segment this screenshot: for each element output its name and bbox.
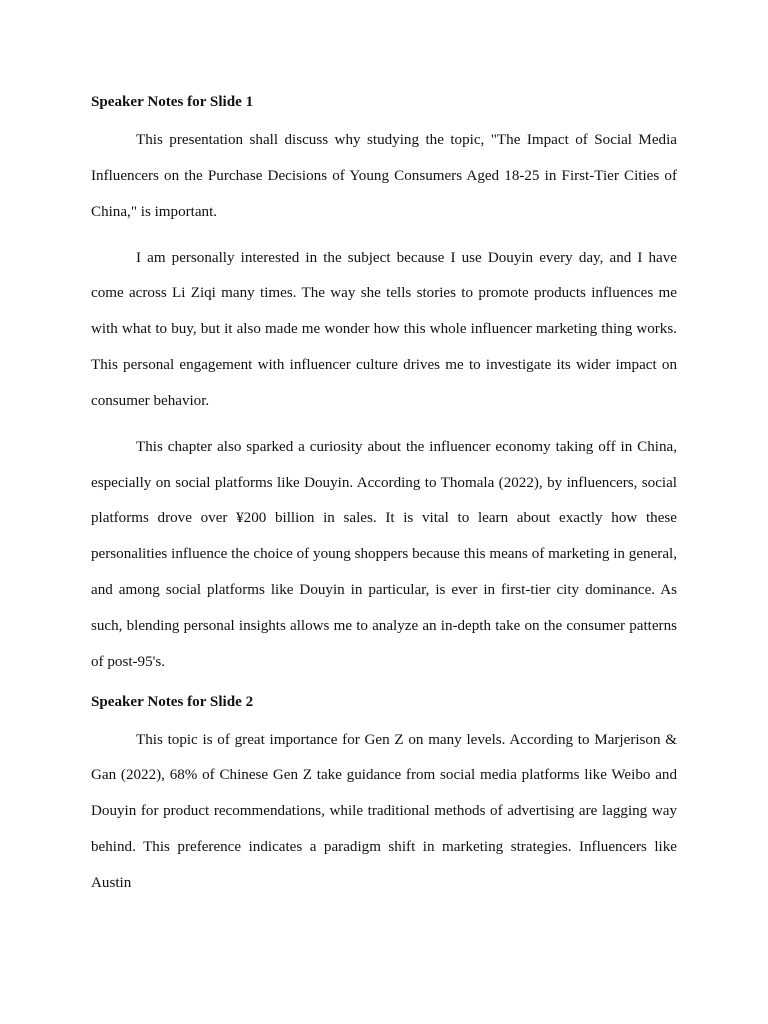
paragraph: I am personally interested in the subject because I use Douyin every day, and I have come across Li Ziqi many times. The way she tells stories to promote products influences me with what to buy, but it also made me wonder how this whole influencer marketing thing works. This personal engagement with influencer culture drives me to investigate its wider impact on consumer behavior. (91, 249, 677, 409)
document-body (91, 91, 677, 912)
paragraph: This chapter also sparked a curiosity about the influencer economy taking off in China, especially on social platforms like Douyin. According to Thomala (2022), by influencers, social platforms drove over ¥200 billion in sales. It is vital to learn about exactly how these personalities influence the choice of young shoppers because this means of marketing in general, and among social platforms like Douyin in particular, is ever in first-tier city dominance. As such, blending personal insights allows me to analyze an in-depth take on the consumer patterns of post-95's. (91, 438, 677, 670)
paragraph: This topic is of great importance for Gen Z on many levels. According to Marjerison & Gan (2022), 68% of Chinese Gen Z take guidance from social media platforms like Weibo and Douyin for product recommendations, while traditional methods of advertising are lagging way behind. This preference indicates a paradigm shift in marketing strategies. Influencers like Austin (91, 731, 677, 891)
section-heading: Speaker Notes for Slide 1 (91, 94, 254, 110)
section-slide-1 (91, 91, 677, 680)
paragraph: This presentation shall discuss why studying the topic, "The Impact of Social Media Influencers on the Purchase Decisions of Young Consumers Aged 18-25 in First-Tier Cities of China," is important. (91, 132, 677, 220)
section-slide-2 (91, 691, 677, 902)
section-heading: Speaker Notes for Slide 2 (91, 693, 254, 710)
